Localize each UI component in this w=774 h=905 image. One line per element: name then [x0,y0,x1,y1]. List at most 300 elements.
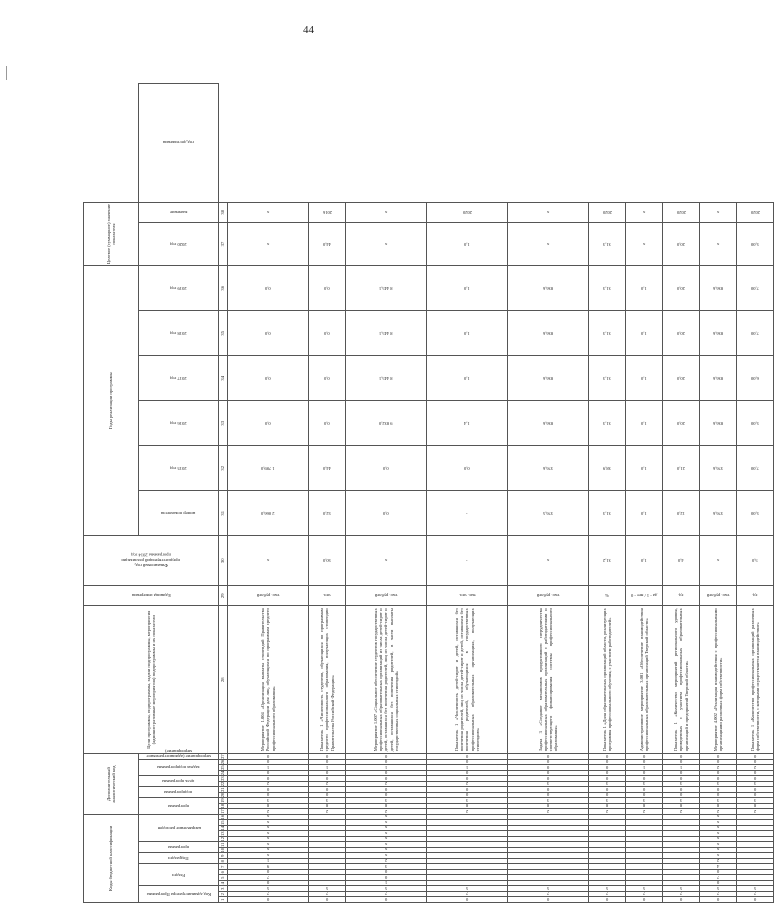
code-cell: 0 [309,792,346,798]
code-cell [508,848,589,854]
code-cell: 0 [508,897,589,903]
code-cell [589,826,626,832]
code-cell [663,875,700,881]
code-cell: 2 [346,809,427,815]
code-cell [737,870,774,876]
value-2019-cell: 1,0 [626,311,663,356]
code-cell: 0 [427,787,508,793]
code-cell: x [228,837,309,843]
code-cell: 0 [346,875,427,881]
code-cell: 0 [589,787,626,793]
year-achieved-cell: 2020 [737,202,774,222]
target-value-cell: x [626,222,663,266]
name-cell: Показатель 1 «Численность студентов, обучающихся по программам среднего профессионального образования, получающих стипендии Правительства Российской Федерации» [309,606,346,754]
code-cell: 0 [589,754,626,760]
code-cell: 0 [228,776,309,782]
value-2018-cell: 0,0 [228,356,309,401]
column-number: 26 [219,759,228,765]
year-achieved-cell: x [228,202,309,222]
value-2016-cell: 7,00 [737,446,774,491]
code-cell: 8 [228,803,309,809]
unit-cell: тыс. чел. [427,586,508,606]
code-cell: 0 [663,754,700,760]
code-cell [427,848,508,854]
code-cell: 0 [663,897,700,903]
value-2019-cell: 1,0 [427,311,508,356]
code-cell: 3 [589,781,626,787]
value-2014-cell: x [700,536,737,586]
code-cell: 2 [228,809,309,815]
code-cell: 1 [427,765,508,771]
value-2016-cell: 0,0 [346,446,427,491]
table-row [737,84,774,903]
name-cell: Показатель 1 «Количество профессиональных организаций различных форм собственности, с которыми осуществляется взаимодействие» [737,606,774,754]
code-cell [427,853,508,859]
code-cell: 0 [737,759,774,765]
unit-cell: ед. [663,586,700,606]
value-2018-cell: 836,6 [508,356,589,401]
code-cell [427,826,508,832]
code-cell: 7 [309,892,346,898]
code-cell: 3 [700,781,737,787]
code-cell [427,831,508,837]
value-2020-cell: 836,6 [508,266,589,311]
code-cell: x [700,826,737,832]
target-value-cell: 20,0 [663,222,700,266]
code-cell: 0 [228,897,309,903]
year-achieved-cell: x [626,202,663,222]
column-number: 5 [219,875,228,881]
header-section: Раздел [139,864,219,886]
code-cell: 5 [626,886,663,892]
value-2018-cell: 1,0 [427,356,508,401]
code-cell: 0 [626,792,663,798]
code-cell [508,864,589,870]
value-2017-cell: 1,0 [626,401,663,446]
code-cell: 0 [309,770,346,776]
code-cell: 0 [663,770,700,776]
table-row [589,84,626,903]
code-cell [663,853,700,859]
code-cell: x [346,842,427,848]
code-cell [663,870,700,876]
code-cell [663,864,700,870]
code-cell: 8 [589,803,626,809]
code-cell: 0 [626,897,663,903]
code-cell [626,859,663,865]
value-2019-cell: 0,0 [309,311,346,356]
code-cell: 3 [508,798,589,804]
header-admin-code: Код администратора Программы [139,886,219,903]
target-value-cell: x [346,222,427,266]
code-cell [663,848,700,854]
header-goal: цель программы [139,776,219,787]
column-number-row [219,84,228,903]
code-cell: x [346,837,427,843]
column-number: 35 [219,311,228,356]
unit-cell: тыс. рублей [228,586,309,606]
code-cell: 0 [737,770,774,776]
code-cell: 0 [309,897,346,903]
code-cell: 0 [508,792,589,798]
code-cell: 7 [346,892,427,898]
code-cell [663,826,700,832]
column-number: 7 [219,864,228,870]
value-2015-cell: 376,6 [700,491,737,536]
code-cell [508,831,589,837]
code-cell: 0 [663,759,700,765]
column-number: 10 [219,848,228,854]
code-cell: x [700,842,737,848]
page-number: 44 [303,24,314,36]
value-2015-cell: 1,0 [626,491,663,536]
unit-cell: тыс. рублей [700,586,737,606]
code-cell: 3 [737,781,774,787]
value-2017-cell: 836,6 [508,401,589,446]
code-cell: x [346,820,427,826]
column-number: 11 [219,842,228,848]
value-2019-cell: 0,0 [228,311,309,356]
name-cell: Мероприятие 4.002 «Реализация взаимодействия с профессиональными организациями различных форм собственности» [700,606,737,754]
code-cell [663,859,700,865]
header-indicator-no: номер показателя [139,491,219,536]
column-number: 30 [219,536,228,586]
value-2019-cell: 20,0 [663,311,700,356]
code-cell: 2 [626,809,663,815]
value-2016-cell: 38,9 [589,446,626,491]
target-value-cell: x [228,222,309,266]
target-value-cell: x [508,222,589,266]
code-cell: 0 [228,787,309,793]
value-2019-cell: 836,6 [700,311,737,356]
code-cell [626,842,663,848]
unit-cell: чел. [309,586,346,606]
table-row [346,84,427,903]
header-2018: 2018 год [139,311,219,356]
code-cell: 3 [663,781,700,787]
code-cell: 0 [626,776,663,782]
name-cell: Административное мероприятие 3.001 «Обеспечение взаимодействия профессиональных образовательных организаций Тверской области» [626,606,663,754]
code-cell: 0 [427,770,508,776]
code-cell: 8 [663,803,700,809]
code-cell [626,814,663,820]
code-cell: 0 [427,754,508,760]
value-2014-cell: x [228,536,309,586]
code-cell [508,859,589,865]
header-program-years: Годы реализации программы [84,266,139,536]
code-cell: 8 [427,803,508,809]
value-2015-cell: 12,0 [663,491,700,536]
margin-mark [6,66,7,80]
value-2020-cell: 0,0 [309,266,346,311]
header-name: Цели программы, подпрограммы, задачи подпрограммы, мероприятия (административные мероприятия) подпрограммы и их показатели [84,606,219,754]
code-cell: 2 [737,765,774,771]
code-cell: 0 [737,897,774,903]
code-cell [508,870,589,876]
code-cell: 0 [626,754,663,760]
column-number: 18 [219,803,228,809]
code-cell [309,826,346,832]
value-2014-cell: 4,0 [663,536,700,586]
code-cell: 0 [700,787,737,793]
target-value-cell: 44,0 [309,222,346,266]
code-cell [309,848,346,854]
code-cell: 1 [228,859,309,865]
code-cell: 2 [427,781,508,787]
code-cell: 0 [228,870,309,876]
code-cell: x [228,831,309,837]
code-cell [589,864,626,870]
code-cell [309,875,346,881]
year-achieved-cell: 2020 [589,202,626,222]
program-indicators-table [83,83,774,903]
code-cell: 0 [589,770,626,776]
code-cell [737,826,774,832]
value-2018-cell: 1,0 [626,356,663,401]
header-2015: 2015 год [139,446,219,491]
code-cell: x [700,853,737,859]
name-cell: Задача 3 «Создание механизмов продуктивного сотрудничества профессиональных образовательных организаций с работодателями и соответствующего финансирования системы профессионального образования» [508,606,589,754]
code-cell [737,848,774,854]
code-cell: x [228,853,309,859]
code-cell [309,859,346,865]
code-cell: 0 [663,787,700,793]
code-cell [427,864,508,870]
code-cell: 5 [663,886,700,892]
code-cell: x [700,814,737,820]
code-cell [508,842,589,848]
value-2017-cell: 836,6 [700,401,737,446]
code-cell: 0 [589,765,626,771]
header-direction: направление расходов [139,814,219,842]
name-cell: Показатель 1 «Количество мероприятий регионального уровня, проведенных с участием профессиональных образовательных организаций и предприятий Тверской области» [663,606,700,754]
code-cell [589,853,626,859]
column-number: 29 [219,586,228,606]
value-2014-cell: 31,2 [589,536,626,586]
code-cell: 0 [508,770,589,776]
name-cell: Мероприятие 1.007 «Социальное обеспечение студентов государственных профессиональных образовательных организаций из числа детей-сирот и детей, оставшихся без попечения родителей, лиц из числа детей-сирот и детей, оставшихся без попечения родителей, в части выплаты государственных социальных стипендий» [346,606,427,754]
code-cell: 2 [346,781,427,787]
code-cell [427,870,508,876]
code-cell: 0 [309,776,346,782]
column-number: 2 [219,892,228,898]
value-2017-cell: 0,0 [309,401,346,446]
code-cell: 0 [346,787,427,793]
value-2018-cell: 836,6 [700,356,737,401]
value-2016-cell: 376,6 [700,446,737,491]
code-cell [589,831,626,837]
target-value-cell: 1,0 [427,222,508,266]
code-cell [508,875,589,881]
value-2017-cell: 20,0 [663,401,700,446]
code-cell: 0 [427,792,508,798]
unit-cell: да - 1 / нет - 0 [626,586,663,606]
code-cell [663,837,700,843]
code-cell [508,820,589,826]
code-cell [508,814,589,820]
code-cell [508,837,589,843]
code-cell [737,842,774,848]
code-cell [626,870,663,876]
column-number: 4 [219,881,228,887]
code-cell [309,814,346,820]
column-number: 15 [219,820,228,826]
code-cell: 0 [626,759,663,765]
code-cell [309,837,346,843]
value-2020-cell: 836,6 [700,266,737,311]
code-cell [589,842,626,848]
table-row [663,84,700,903]
code-cell: 0 [737,787,774,793]
column-number: 28 [219,606,228,754]
value-2016-cell: 1 789,0 [228,446,309,491]
value-2015-cell: - [427,491,508,536]
code-cell [309,820,346,826]
code-cell: 0 [346,770,427,776]
code-cell [427,875,508,881]
code-cell: 1 [309,765,346,771]
code-cell: 3 [700,798,737,804]
code-cell: 5 [700,886,737,892]
header-2017: 2017 год [139,356,219,401]
value-2015-cell: 2 066,0 [228,491,309,536]
code-cell [427,814,508,820]
code-cell: x [346,814,427,820]
column-number: 13 [219,831,228,837]
code-cell [737,853,774,859]
value-2019-cell: 31,3 [589,311,626,356]
code-cell: 0 [508,776,589,782]
code-cell [427,842,508,848]
value-2017-cell: 0,0 [228,401,309,446]
value-2016-cell: 21,0 [663,446,700,491]
year-achieved-cell: 2020 [663,202,700,222]
code-cell [589,814,626,820]
code-cell [663,814,700,820]
value-2014-cell: 5,0 [737,536,774,586]
column-number: 6 [219,870,228,876]
value-2019-cell: 7,00 [737,311,774,356]
year-achieved-cell: x [346,202,427,222]
code-cell: 3 [663,798,700,804]
code-cell: 0 [228,881,309,887]
column-number: 14 [219,826,228,832]
header-budget-codes: Коды бюджетной классификации [84,814,139,902]
code-cell [309,831,346,837]
code-cell: 0 [700,759,737,765]
header-subprog: подпрограмма [139,787,219,798]
header-target-value: Целевое (суммарное) значение показателя [84,202,139,266]
code-cell: 1 [626,765,663,771]
code-cell: 7 [589,892,626,898]
code-cell: 3 [228,798,309,804]
code-cell: 8 [508,803,589,809]
year-achieved-cell: x [700,202,737,222]
value-2017-cell: 1,4 [427,401,508,446]
value-2016-cell: 0,0 [427,446,508,491]
code-cell: 0 [589,792,626,798]
header-fin-2014: Финансовый год, предшествующий реализации программы 2014 год [84,536,219,586]
code-cell [663,820,700,826]
code-cell: 5 [228,886,309,892]
column-number: 19 [219,798,228,804]
code-cell [589,820,626,826]
target-value-cell: 31,3 [589,222,626,266]
code-cell: 2 [427,809,508,815]
header-year-achieved: год достижения [139,84,219,203]
value-2016-cell: 44,0 [309,446,346,491]
column-number: 24 [219,770,228,776]
code-cell: 0 [737,754,774,760]
code-cell: 0 [228,759,309,765]
column-number: 38 [219,202,228,222]
code-cell [508,826,589,832]
code-cell: 2 [737,809,774,815]
column-number: 21 [219,787,228,793]
code-cell: 0 [700,881,737,887]
value-2014-cell: x [346,536,427,586]
table-row [700,84,737,903]
code-cell [737,864,774,870]
code-cell: 2 [346,859,427,865]
code-cell [626,853,663,859]
code-cell [309,870,346,876]
code-cell: 7 [700,892,737,898]
column-number: 20 [219,792,228,798]
year-achieved-cell: 2016 [309,202,346,222]
code-cell: x [228,820,309,826]
code-cell: 4 [700,864,737,870]
code-cell: 0 [228,754,309,760]
column-number: 27 [219,754,228,760]
code-cell: 3 [589,798,626,804]
header-extra-code: Дополнительный аналитический код [84,754,139,815]
code-cell: 0 [700,776,737,782]
code-cell: 0 [737,776,774,782]
code-cell: 0 [626,770,663,776]
code-cell: 0 [663,792,700,798]
code-cell: 2 [589,809,626,815]
code-cell: 0 [228,770,309,776]
value-2018-cell: 31,3 [589,356,626,401]
header-prog: программа [139,798,219,815]
code-cell: 2 [700,765,737,771]
code-cell: 8 [737,803,774,809]
value-2019-cell: 836,6 [508,311,589,356]
code-cell [427,820,508,826]
table-row [427,84,508,903]
code-cell: 7 [700,875,737,881]
value-2015-cell: 52,0 [309,491,346,536]
code-cell: 5 [309,886,346,892]
column-number: 16 [219,814,228,820]
unit-cell: тыс. рублей [508,586,589,606]
column-number: 17 [219,809,228,815]
code-cell: x [700,831,737,837]
code-cell: 2 [228,781,309,787]
header-2020: 2020 год [139,222,219,266]
code-cell [589,875,626,881]
name-cell: Показатель 1 «Численность детей-сирот и детей, оставшихся без попечения родителей, лиц из числа детей-сирот и детей, оставшихся без попечения родителей, обучающихся в государственных профессиональных образовательных организациях, получающих стипендию» [427,606,508,754]
code-cell: 0 [346,897,427,903]
code-cell: 9 [228,864,309,870]
code-cell [737,820,774,826]
code-cell: 5 [427,886,508,892]
year-achieved-cell: 2020 [427,202,508,222]
code-cell: 0 [508,759,589,765]
header-2019: 2019 год [139,266,219,311]
code-cell: 7 [626,892,663,898]
